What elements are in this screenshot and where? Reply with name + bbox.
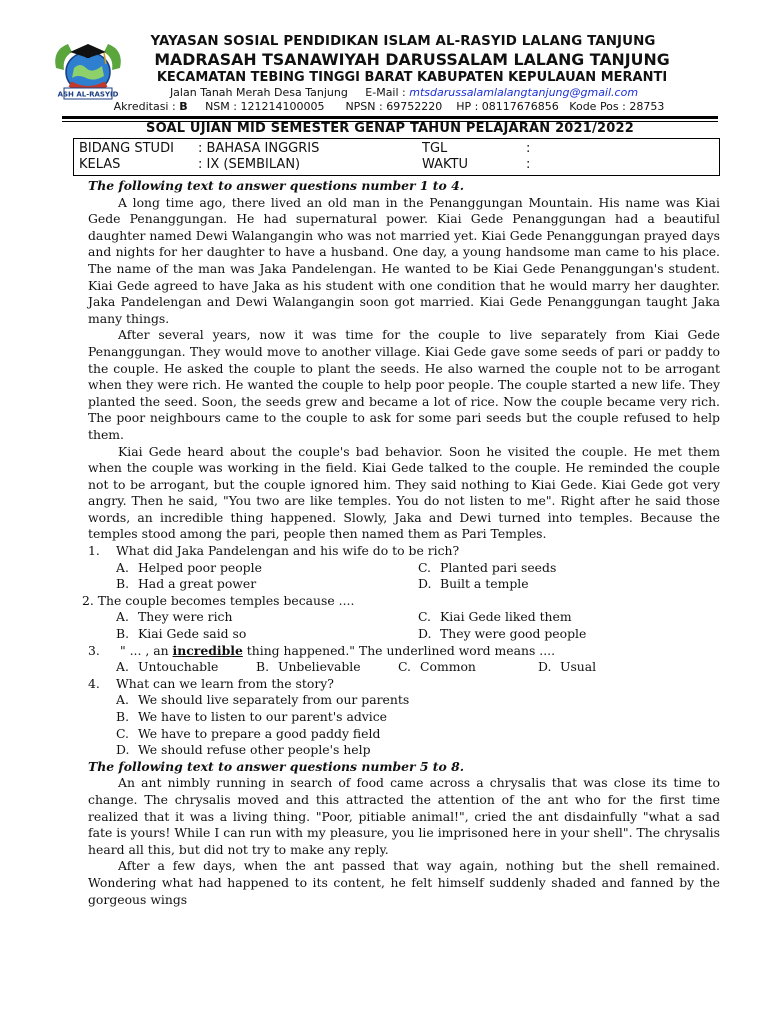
address-line xyxy=(0,86,768,99)
question-4 xyxy=(88,676,720,693)
option-a[interactable]: A. Untouchable xyxy=(116,659,219,675)
option-c[interactable]: C. Common xyxy=(398,659,476,675)
question-text: What can we learn from the story? xyxy=(116,675,334,691)
option-d[interactable]: D. Usual xyxy=(538,659,597,675)
svg-text:ASH AL-RASYID: ASH AL-RASYID xyxy=(57,90,119,99)
address: Jalan Tanah Merah Desa Tanjung xyxy=(169,86,348,99)
option-a[interactable]: A. We should live separately from our parents xyxy=(116,692,410,708)
section1-paragraph-1: A long time ago, there lived an old man in the Penanggungan Mountain. His name was Kiai Gede Penanggungan. He had supernatural power. Kiai Gede Penanggungan had a beautiful daughter named Dewi Walangangin who was not married yet. Kiai Gede Penanggungan prayed days and nights for her daughter to have a husband. One day, a young handsome man came to his place. The name of the man was Jaka Pandelengan. He wanted to be Kiai Gede Penanggungan's student. Kiai Gede agreed to have Jaka as his student with one condition that he would marry her daughter. Jaka Pandelengan and Dewi Walangangin soon got married. Kiai Gede Penanggungan taught Jaka many things. xyxy=(88,194,720,326)
nsm: NSM : 121214100005 xyxy=(205,100,325,113)
option-b[interactable]: B. Kiai Gede said so xyxy=(116,626,247,642)
subject-label: BIDANG STUDI xyxy=(79,141,174,156)
school-name: MADRASAH TSANAWIYAH DARUSSALAM LALANG TANJUNG xyxy=(154,50,670,69)
question-number: 2. xyxy=(82,592,94,608)
exam-content xyxy=(82,178,720,908)
section1-heading: The following text to answer questions number 1 to 4. xyxy=(88,178,465,193)
foundation-name: YAYASAN SOSIAL PENDIDIKAN ISLAM AL-RASYID LALANG TANJUNG xyxy=(150,34,656,49)
section2-heading: The following text to answer questions number 5 to 8. xyxy=(88,758,465,774)
question-text: The couple becomes temples because .... xyxy=(97,592,355,608)
question-3-options xyxy=(88,659,720,676)
class-value: : IX (SEMBILAN) xyxy=(198,157,301,172)
date-label: TGL xyxy=(422,141,448,156)
question-number: 1. xyxy=(88,543,100,559)
header-divider-thick xyxy=(62,116,718,119)
option-a[interactable]: A. They were rich xyxy=(116,609,233,625)
question-number: 4. xyxy=(88,675,100,691)
option-b[interactable]: B. We have to listen to our parent's advice xyxy=(116,709,387,724)
info-row-class xyxy=(74,157,719,174)
registration-line xyxy=(0,100,768,113)
accreditation-label: Akreditasi : xyxy=(113,100,176,113)
class-label: KELAS xyxy=(79,157,121,172)
question-text: What did Jaka Pandelengan and his wife do to be rich? xyxy=(116,543,460,559)
option-d[interactable]: D. We should refuse other people's help xyxy=(116,742,371,758)
accreditation-value: B xyxy=(179,100,188,113)
exam-info-box xyxy=(73,138,720,176)
question-2-options xyxy=(88,609,720,642)
option-d[interactable]: D. They were good people xyxy=(418,626,587,642)
postcode: Kode Pos : 28753 xyxy=(569,100,665,113)
question-text: " ... , an incredible thing happened." The underlined word means .... xyxy=(119,642,556,658)
time-value: : xyxy=(526,157,531,172)
option-d[interactable]: D. Built a temple xyxy=(418,576,529,592)
info-row-subject xyxy=(74,141,719,158)
question-3 xyxy=(88,643,720,660)
question-1-options xyxy=(88,560,720,593)
question-1 xyxy=(88,543,720,560)
exam-title: SOAL UJIAN MID SEMESTER GENAP TAHUN PELAJARAN 2021/2022 xyxy=(146,121,634,136)
section1-paragraph-3: Kiai Gede heard about the couple's bad behavior. Soon he visited the couple. He met them when the couple was working in the field. Kiai Gede talked to the couple. He reminded the couple not to be arrogant, but the couple ignored him. They said nothing to Kiai Gede. Kiai Gede got very angry. Then he said, "You two are like temples. You do not listen to me". Right after he said those words, an incredible thing happened. Slowly, Jaka and Dewi turned into temples. Because the temples stood among the pari, people then named them as Pari Temples. xyxy=(88,443,720,542)
question-number: 3. xyxy=(88,642,100,658)
email-link[interactable]: mtsdarussalamlalangtanjung@gmail.com xyxy=(409,86,639,99)
email-label: E-Mail : xyxy=(365,86,406,99)
npsn: NPSN : 69752220 xyxy=(345,100,443,113)
district-name: KECAMATAN TEBING TINGGI BARAT KABUPATEN KEPULAUAN MERANTI xyxy=(156,70,668,85)
phone: HP : 08117676856 xyxy=(456,100,559,113)
option-c[interactable]: C. Planted pari seeds xyxy=(418,559,557,575)
time-label: WAKTU xyxy=(422,157,469,172)
option-a[interactable]: A. Helped poor people xyxy=(116,559,262,575)
option-b[interactable]: B. Had a great power xyxy=(116,576,257,592)
subject-value: : BAHASA INGGRIS xyxy=(198,141,320,156)
question-4-options xyxy=(88,692,720,758)
question-2 xyxy=(82,593,720,610)
date-value: : xyxy=(526,141,531,156)
section2-paragraph-2: After a few days, when the ant passed that way again, nothing but the shell remained. Wondering what had happened to its content, he felt himself suddenly shaded and fanned by the gorgeous wings xyxy=(88,858,720,907)
section2-paragraph-1: An ant nimbly running in search of food came across a chrysalis that was close its time to change. The chrysalis moved and this attracted the attention of the ant who for the first time realized that it was a living thing. "Poor, pitiable animal!", cried the ant disdainfully "what a sad fate is yours! While I can run with my pleasure, you lie imprisoned here in your shell". The chrysalis heard all this, but did not try to make any reply. xyxy=(88,775,720,857)
option-b[interactable]: B. Unbelievable xyxy=(256,659,361,675)
option-c[interactable]: C. We have to prepare a good paddy field xyxy=(116,725,381,741)
underlined-word: incredible xyxy=(172,642,243,658)
section1-paragraph-2: After several years, now it was time for the couple to live separately from Kiai Gede Penanggungan. They would move to another village. Kiai Gede gave some seeds of pari or paddy to the couple. He asked the couple to plant the seeds. He also warned the couple not to be arrogant when they were rich. He wanted the couple to help poor people. The couple started a new life. They planted the seed. Soon, the seeds grew and became a lot of rice. Now the couple became very rich. The poor neighbours came to the couple to ask for some pari seeds but the couple refused to help them. xyxy=(88,327,720,442)
option-c[interactable]: C. Kiai Gede liked them xyxy=(418,609,572,625)
